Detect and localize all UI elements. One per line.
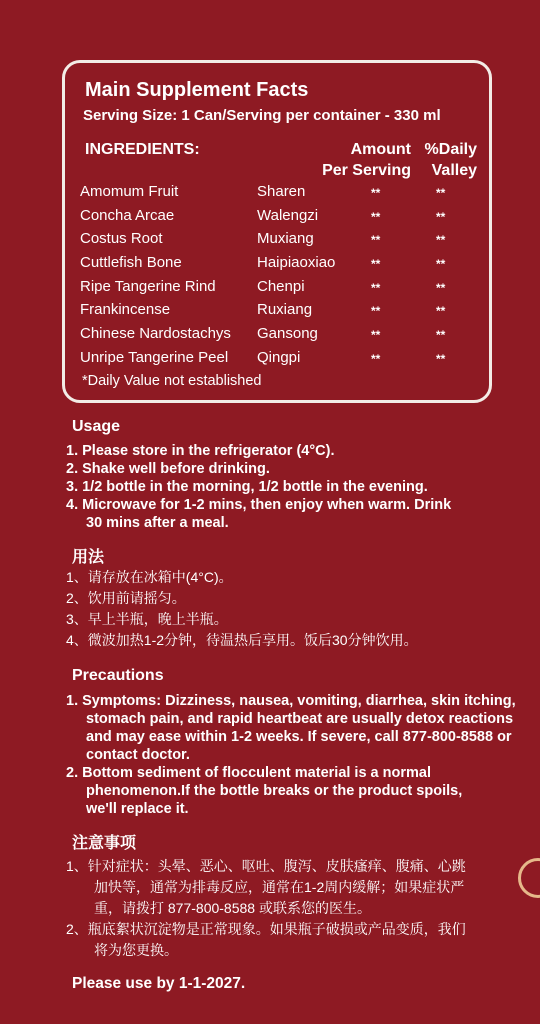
ingredient-daily-value: ** xyxy=(436,304,446,319)
ingredient-pinyin: Gansong xyxy=(257,325,318,343)
ingredient-name: Chinese Nardostachys xyxy=(80,325,231,343)
ingredient-daily-value: ** xyxy=(436,280,446,295)
ingredient-daily-value: ** xyxy=(436,257,446,272)
table-row xyxy=(80,325,480,349)
ingredient-amount: ** xyxy=(371,209,381,224)
expiry-date: Please use by 1-1-2027. xyxy=(72,975,246,992)
daily-value-note: *Daily Value not established xyxy=(82,373,262,389)
table-row xyxy=(80,230,480,254)
ingredient-amount: ** xyxy=(371,280,381,295)
ingredient-amount: ** xyxy=(371,186,381,200)
list-item: 1、请存放在冰箱中(4°C)。 xyxy=(66,569,233,585)
list-item: 1. Please store in the refrigerator (4°C). xyxy=(66,443,335,459)
table-row xyxy=(80,349,480,373)
list-item: 4、微波加热1-2分钟，待温热后享用。饭后30分钟饮用。 xyxy=(66,632,418,648)
table-row xyxy=(80,278,480,302)
ingredient-daily-value: ** xyxy=(436,351,446,366)
ingredient-amount: ** xyxy=(371,328,381,343)
ingredient-daily-value: ** xyxy=(436,209,446,224)
table-row xyxy=(80,301,480,325)
list-item: 4. Microwave for 1-2 mins, then enjoy when warm. Drink 30 mins after a meal. xyxy=(66,497,452,531)
supplement-facts-panel xyxy=(62,60,492,403)
facts-title: Main Supplement Facts xyxy=(85,79,309,101)
ingredient-amount: ** xyxy=(371,233,381,248)
ingredient-amount: ** xyxy=(371,304,381,319)
ingredient-pinyin: Sharen xyxy=(257,183,306,200)
ingredient-name: Concha Arcae xyxy=(80,206,175,224)
precautions-title: Precautions xyxy=(72,667,164,684)
daily-value-header: %Daily Valley xyxy=(424,141,477,179)
usage-cn-list xyxy=(66,567,531,651)
ingredient-name: Unripe Tangerine Peel xyxy=(80,348,229,366)
ingredient-name: Amomum Fruit xyxy=(80,183,179,200)
list-item: 2、饮用前请摇匀。 xyxy=(66,590,186,606)
ingredient-name: Ripe Tangerine Rind xyxy=(80,277,216,295)
ingredient-name: Cuttlefish Bone xyxy=(80,254,182,272)
list-item: 1、针对症状：头晕、恶心、呕吐、腹泻、皮肤瘙痒、腹痛、心跳加快等，通常为排毒反应，通常在1-2周内缓解；如果症状严重，请拨打 877-800-8588 或联系您的医生。 xyxy=(66,858,466,916)
ingredient-pinyin: Ruxiang xyxy=(257,301,313,319)
precautions-list xyxy=(66,692,531,818)
serving-size: Serving Size: 1 Can/Serving per container - 330 ml xyxy=(83,107,441,124)
list-item: 3. 1/2 bottle in the morning, 1/2 bottle in the evening. xyxy=(66,479,428,495)
ingredient-amount: ** xyxy=(371,257,381,272)
ingredient-pinyin: Chenpi xyxy=(257,277,305,295)
list-item: 1. Symptoms: Dizziness, nausea, vomiting, diarrhea, skin itching, stomach pain, and rapid heartbeat are usually detox reactions and may ease within 1-2 weeks. If severe, call 877-800-8588 or contact doctor. xyxy=(66,693,516,763)
ingredient-pinyin: Haipiaoxiao xyxy=(257,254,336,272)
list-item: 2、瓶底絮状沉淀物是正常现象。如果瓶子破损或产品变质，我们将为您更换。 xyxy=(66,921,466,958)
ingredient-name: Costus Root xyxy=(80,230,163,248)
amount-header: Amount Per Serving xyxy=(322,141,411,179)
list-item: 2. Shake well before drinking. xyxy=(66,461,270,477)
precautions-cn-title: 注意事项 xyxy=(72,835,137,852)
ingredient-amount: ** xyxy=(371,351,381,366)
precautions-cn-list xyxy=(66,856,466,961)
ingredient-pinyin: Qingpi xyxy=(257,348,301,366)
usage-list xyxy=(66,442,531,532)
ingredients-header: INGREDIENTS: xyxy=(85,141,200,158)
ingredient-daily-value: ** xyxy=(436,233,446,248)
list-item: 3、早上半瓶，晚上半瓶。 xyxy=(66,611,228,627)
ingredient-table xyxy=(80,183,480,373)
table-row xyxy=(80,183,480,207)
table-row xyxy=(80,254,480,278)
usage-title: Usage xyxy=(72,418,121,435)
ingredient-daily-value: ** xyxy=(436,186,446,200)
list-item: 2. Bottom sediment of flocculent material is a normal phenomenon.If the bottle breaks or the product spoils, we'll replace it. xyxy=(66,765,463,817)
edge-circle-mark xyxy=(518,858,540,898)
ingredient-pinyin: Muxiang xyxy=(257,230,314,248)
usage-cn-title: 用法 xyxy=(72,549,105,566)
ingredient-pinyin: Walengzi xyxy=(257,206,319,224)
ingredient-daily-value: ** xyxy=(436,328,446,343)
table-row xyxy=(80,207,480,231)
ingredient-name: Frankincense xyxy=(80,301,171,319)
